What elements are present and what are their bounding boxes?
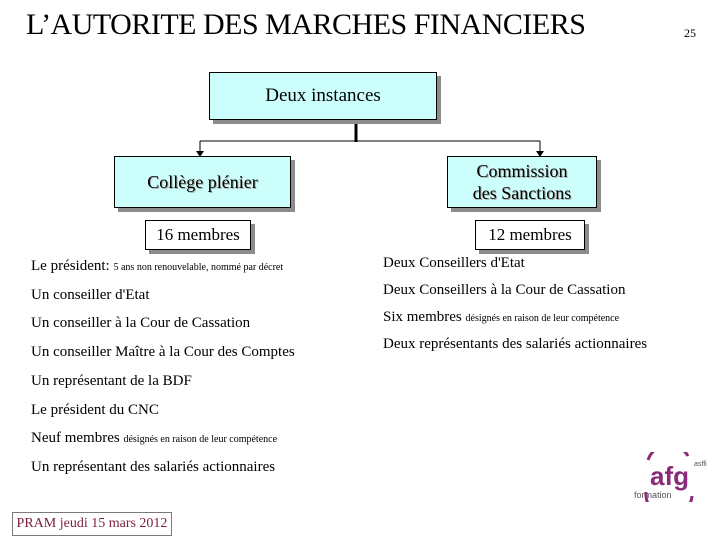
logo-top-text: asffi	[694, 461, 707, 468]
commission-sanctions-line2: des Sanctions	[472, 183, 572, 203]
deux-instances-label: Deux instances	[265, 85, 381, 106]
left-list-item: Neuf membres désignés en raison de leur compétence	[31, 430, 278, 446]
logo-afg-text: afg	[650, 461, 689, 491]
left-list-item: Un conseiller d'Etat	[31, 287, 150, 303]
left-list-item: Le président du CNC	[31, 402, 159, 418]
left-list-item: Un conseiller à la Cour de Cassation	[31, 315, 251, 331]
logo-formation-text: formation	[634, 490, 672, 500]
afg-logo-graphic	[632, 452, 712, 502]
deux-instances-box	[209, 72, 437, 120]
afg-logo	[632, 452, 712, 502]
right-list-item: Deux Conseillers d'Etat	[383, 255, 525, 271]
page-number: 25	[684, 26, 696, 40]
left-members-label: 16 membres	[156, 225, 240, 244]
footer-date	[12, 512, 172, 536]
left-members-box	[145, 220, 251, 250]
right-list-item: Deux représentants des salariés actionnaires	[383, 336, 648, 352]
right-members-label: 12 membres	[488, 225, 572, 244]
college-plenier-box	[114, 156, 291, 208]
right-list-item: Six membres désignés en raison de leur compétence	[383, 309, 620, 325]
left-list-item: Le président: 5 ans non renouvelable, nommé par décret	[31, 258, 284, 274]
commission-sanctions-line1: Commission	[476, 161, 568, 181]
left-list-item: Un représentant des salariés actionnaires	[31, 459, 276, 475]
left-list-item: Un conseiller Maître à la Cour des Comptes	[31, 344, 295, 360]
right-list-item: Deux Conseillers à la Cour de Cassation	[383, 282, 626, 298]
right-members-box	[475, 220, 585, 250]
college-plenier-label: Collège plénier	[147, 171, 258, 192]
slide-title: L’AUTORITE DES MARCHES FINANCIERS	[26, 8, 586, 41]
left-list-item: Un représentant de la BDF	[31, 373, 192, 389]
commission-sanctions-box	[447, 156, 597, 208]
footer-date-label: PRAM jeudi 15 mars 2012	[16, 516, 168, 531]
